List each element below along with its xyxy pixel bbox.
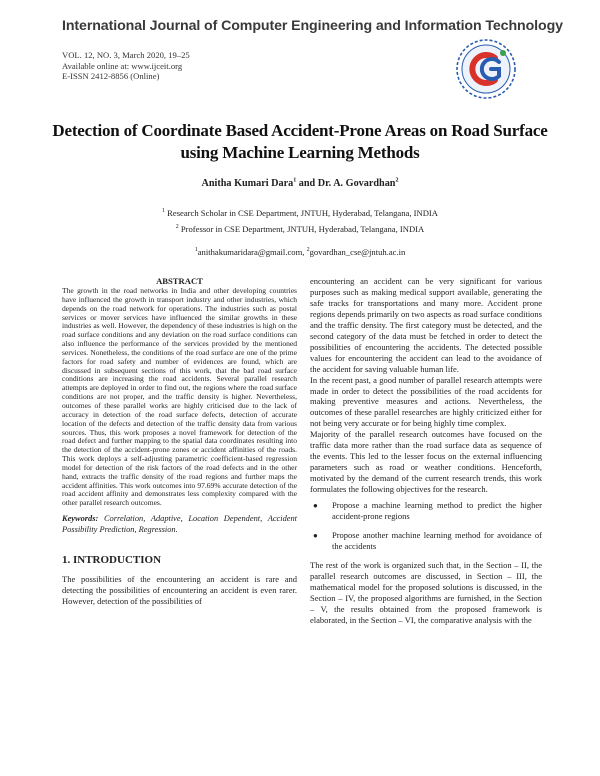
keywords <box>62 514 297 535</box>
right-column <box>310 276 542 626</box>
objectives-list <box>310 500 542 552</box>
keywords-label: Keywords: <box>62 514 99 524</box>
bullet-icon: ● <box>313 531 318 541</box>
paragraph: In the recent past, a good number of parallel research attempts were made in order to detect the possibilities of the road accidents for making preventive measures and actions. Nevertheless, the outcomes of these parallel researches are highly criticized either for not being very accurate or for being highly time complex. <box>310 374 542 429</box>
email1: anithakumaridara@gmail.com, <box>197 247 307 257</box>
paper-title-line1: Detection of Coordinate Based Accident-Prone Areas on Road Surface <box>52 121 548 140</box>
list-item <box>313 530 542 552</box>
paragraph: encountering an accident can be very significant for various purposes such as making medical support available, generating the safe tracks for transportations and many more. Accident prone regions depends primarily on two aspects as road surface conditions and the traffic density. The first category must be detected, and the second category of the data must be fetched in order to detect the possibilities of encountering the accidents. The detected possible values for encountering the accident can lead to the avoidance of the accident for saving valuable human life. <box>310 276 542 374</box>
paper-title-line2: using Machine Learning Methods <box>180 143 420 162</box>
author-line <box>40 178 560 189</box>
issue-info <box>62 50 190 82</box>
volume-line: VOL. 12, NO. 3, March 2020, 19–25 <box>62 50 190 60</box>
journal-logo-icon <box>455 38 517 100</box>
list-item-text: Propose a machine learning method to predict the higher accident-prone regions <box>332 500 542 522</box>
journal-title: International Journal of Computer Engineering and Information Technology <box>62 18 563 34</box>
affiliation-1 <box>40 208 560 218</box>
affil1-text: Research Scholar in CSE Department, JNTUH, Hyderabad, Telangana, INDIA <box>165 208 438 218</box>
author1-name: Anitha Kumari Dara <box>201 178 294 189</box>
affil1-sup: 1 <box>162 208 166 215</box>
author-and: and Dr. A. Govardhan <box>296 178 396 189</box>
author2-sup: 2 <box>395 177 399 184</box>
paragraph: Majority of the parallel research outcomes have focused on the traffic data more rather than the road surface data as sequence of the events. This led to the lesser focus on the external influencing parameters such as road or weather conditions. Henceforth, motivated by the demand of the current research trends, this work formulates the following objectives for the research. <box>310 429 542 495</box>
affiliation-2 <box>40 224 560 234</box>
bullet-icon: ● <box>313 501 318 511</box>
list-item <box>313 500 542 522</box>
email2-sup: 2 <box>306 247 310 254</box>
email2: govardhan_cse@jntuh.ac.in <box>309 247 406 257</box>
list-item-text: Propose another machine learning method for avoidance of the accidents <box>332 530 542 552</box>
email1-sup: 1 <box>194 247 198 254</box>
paragraph: The rest of the work is organized such that, in the Section – II, the parallel research outcomes are discussed, in Section – III, the mathematical model for the proposed solutions is discussed, in the Section – IV, the proposed algorithms are furnished, in the Section – V, the results obtained from the proposed framework is elaborated, in the Section – VI, the comparative analysis with the <box>310 560 542 625</box>
issn-line: E-ISSN 2412-8856 (Online) <box>62 71 160 82</box>
introduction-paragraph: The possibilities of the encountering an accident is rare and detecting the possibilities of encountering an accident is even rarer. However, detection of the possibilities of <box>62 574 297 607</box>
abstract-heading: ABSTRACT <box>156 276 203 286</box>
keywords-list: Correlation, Adaptive, Location Dependent, Accident Possibility Prediction, Regression. <box>62 514 297 534</box>
author-emails <box>40 247 560 257</box>
abstract-body: The growth in the road networks in India and other developing countries have influenced the growth in transport industry and other industries, which depends on the road network for operations. The industries such as postal services or mover services have influenced the similar growths in these industries as well. However, the dependency of these industries is high on the road surface conditions and any deviation on the road surface conditions can also influence the performance of the services provided by the mentioned services. Nonetheless, the conditions of the road surface are one of the prime factors for road safety and number of evidences are found, which are discussed in subsequent sections of this work, that the bad road surface conditions are increasing the road accidents. Several parallel research attempts are deployed in order to find out, the regions where the road surface conditions are not proper, and the traffic density is higher. Nevertheless, outcomes of these parallel works are highly criticised due to the lack of accuracy in detection of the road surface defects, detection of accurate location of the defects and detection of the traffic density data from various sources. Thus, this work proposes a novel framework for detection of the road defect and further mapping to the spatial data coordinates resulting into the detection of the accident-prone zones or accident affinities of the roads. This work deploys a self-adjusting parametric coefficient-based regression model for detection of the risk factors of the road defects and in the other hand, extracts the traffic density of the road regions and further maps the accident affinities. This work outcomes into 97.69% accurate detection of the road accident affinity and demonstrates less complexity compared with the other parallel research outcomes. <box>62 286 297 508</box>
paper-title <box>40 120 560 164</box>
affil2-sup: 2 <box>175 224 179 231</box>
introduction-heading: 1. INTRODUCTION <box>62 554 162 567</box>
affil2-text: Professor in CSE Department, JNTUH, Hyderabad, Telangana, INDIA <box>178 224 425 234</box>
left-column <box>62 276 297 607</box>
availability-line: Available online at: www.ijceit.org <box>62 60 183 71</box>
author1-sup: 1 <box>293 177 297 184</box>
